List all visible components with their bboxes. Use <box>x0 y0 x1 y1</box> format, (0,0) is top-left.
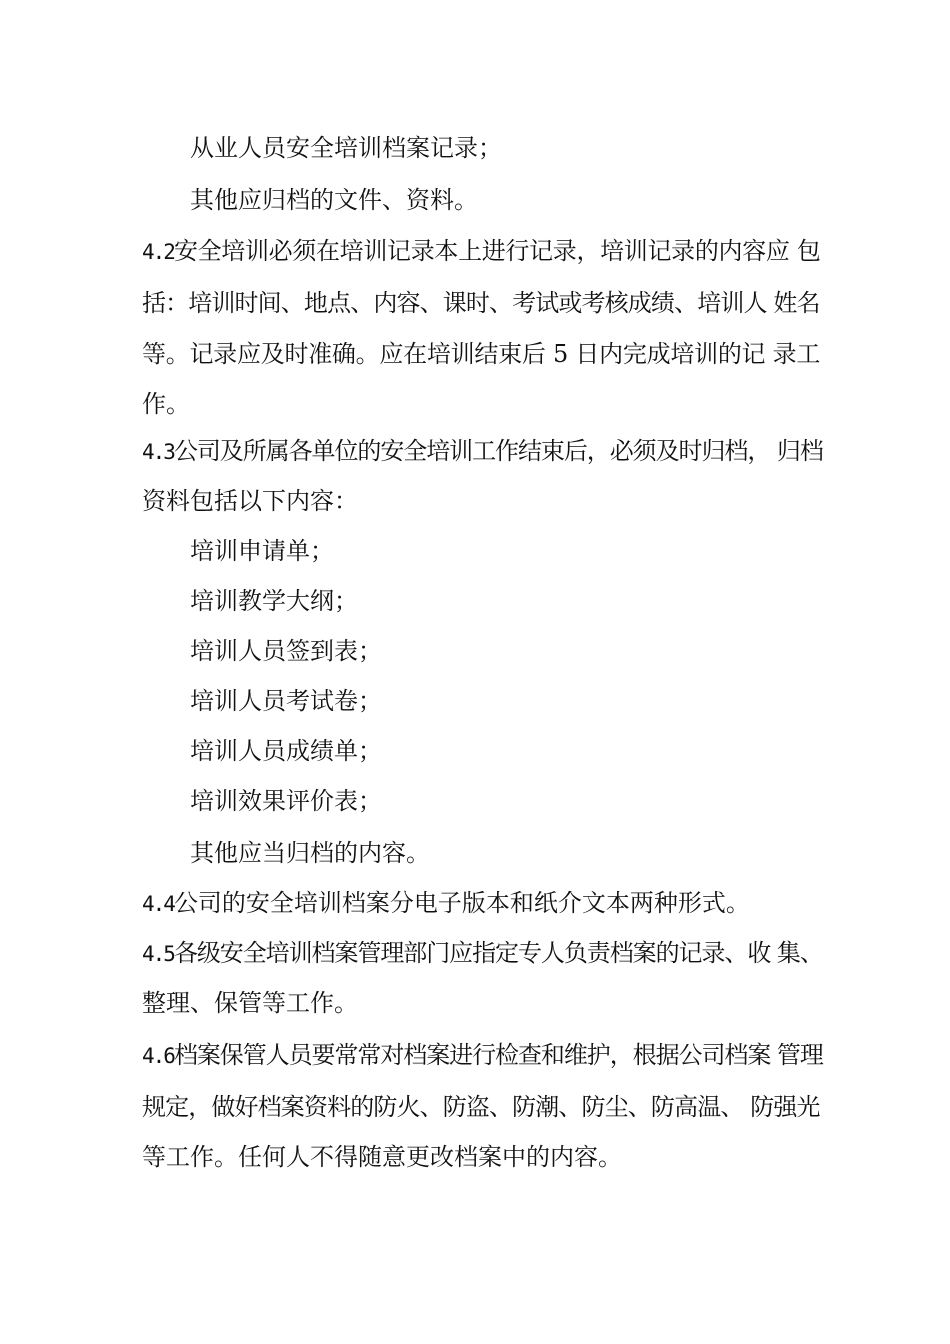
section-4-3-line-1 <box>142 436 823 467</box>
list-item: 培训人员签到表； <box>190 637 382 665</box>
list-item: 培训效果评价表； <box>190 787 382 815</box>
section-text: 安全培训必须在培训记录本上进行记录，培训记录的内容应 包 <box>173 237 821 265</box>
list-item: 其他应当归档的内容。 <box>190 839 430 867</box>
section-4-3-line-2: 资料包括以下内容： <box>142 487 358 515</box>
list-item: 培训人员成绩单； <box>190 737 382 765</box>
section-number: 4.4 <box>142 892 174 916</box>
section-4-6-line-2: 规定，做好档案资料的防火、防盗、防潮、防尘、防高温、 防强光 <box>142 1093 820 1121</box>
list-item: 培训教学大纲； <box>190 587 358 615</box>
section-4-2-line-3: 等。记录应及时准确。应在培训结束后 5 日内完成培训的记 录工 <box>142 340 821 368</box>
list-item: 培训申请单； <box>190 537 334 565</box>
section-text: 公司的安全培训档案分电子版本和纸介文本两种形式。 <box>173 889 750 917</box>
section-4-6-line-1 <box>142 1040 823 1071</box>
section-text: 各级安全培训档案管理部门应指定专人负责档案的记录、收 集、 <box>173 939 823 967</box>
section-number: 4.6 <box>142 1044 174 1068</box>
section-4-2-line-4: 作。 <box>142 390 190 418</box>
section-number: 4.5 <box>142 942 174 966</box>
section-number: 4.2 <box>142 240 174 264</box>
section-number: 4.3 <box>142 440 174 464</box>
list-item: 其他应归档的文件、资料。 <box>190 186 478 214</box>
section-text: 公司及所属各单位的安全培训工作结束后，必须及时归档， 归档 <box>173 437 823 465</box>
section-text: 档案保管人员要常常对档案进行检查和维护，根据公司档案 管理 <box>173 1041 823 1069</box>
list-item: 培训人员考试卷； <box>190 687 382 715</box>
list-item: 从业人员安全培训档案记录； <box>190 134 502 162</box>
section-4-5-line-2: 整理、保管等工作。 <box>142 989 358 1017</box>
section-4-6-line-3: 等工作。任何人不得随意更改档案中的内容。 <box>142 1143 622 1171</box>
section-4-2-line-1 <box>142 236 821 267</box>
section-4-2-line-2: 括：培训时间、地点、内容、课时、考试或考核成绩、培训人 姓名 <box>142 289 820 317</box>
section-4-4-line-1 <box>142 888 750 919</box>
section-4-5-line-1 <box>142 938 823 969</box>
